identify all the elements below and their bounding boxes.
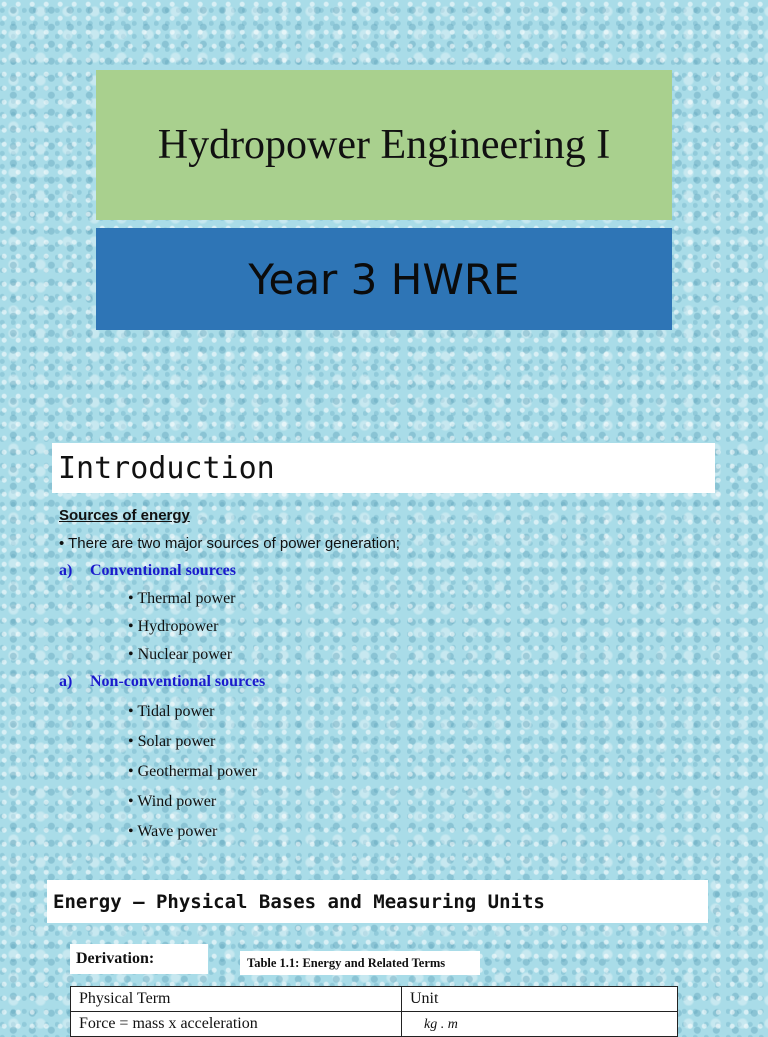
slide-title: Hydropower Engineering I [157, 122, 611, 168]
list-item: • Wind power [128, 793, 217, 810]
table-cell [402, 1012, 678, 1037]
energy-heading-box [47, 880, 708, 923]
subtitle-box [96, 228, 672, 330]
list-item: • Wave power [128, 823, 218, 840]
introduction-heading-box [52, 443, 715, 493]
energy-terms-table [70, 986, 678, 1037]
unit-formula: kg . m [424, 1017, 458, 1032]
sources-heading: Sources of energy [59, 507, 190, 524]
category-marker: a) [59, 562, 73, 579]
table-header-row [71, 987, 678, 1012]
category-conventional [59, 562, 236, 580]
table-cell: Force = mass x acceleration [71, 1012, 402, 1037]
category-label: Non-conventional sources [90, 673, 266, 690]
table-header-cell: Unit [402, 987, 678, 1012]
derivation-box [70, 944, 208, 974]
category-marker: a) [59, 673, 73, 690]
category-non-conventional [59, 673, 265, 691]
table-caption: Table 1.1: Energy and Related Terms [247, 955, 446, 970]
list-item: • Geothermal power [128, 763, 258, 780]
derivation-label: Derivation: [76, 950, 155, 967]
introduction-heading: Introduction [58, 450, 275, 486]
list-item: • Tidal power [128, 703, 215, 720]
energy-heading: Energy – Physical Bases and Measuring Units [53, 890, 545, 913]
list-item: • Thermal power [128, 590, 236, 607]
table-header-cell: Physical Term [71, 987, 402, 1012]
slide-subtitle: Year 3 HWRE [248, 254, 520, 304]
list-item: • Hydropower [128, 618, 219, 635]
title-box [96, 70, 672, 220]
intro-line: • There are two major sources of power generation; [59, 535, 400, 552]
category-label: Conventional sources [90, 562, 236, 579]
list-item: • Solar power [128, 733, 216, 750]
table-caption-box [240, 951, 480, 975]
list-item: • Nuclear power [128, 646, 233, 663]
table-row [71, 1012, 678, 1037]
